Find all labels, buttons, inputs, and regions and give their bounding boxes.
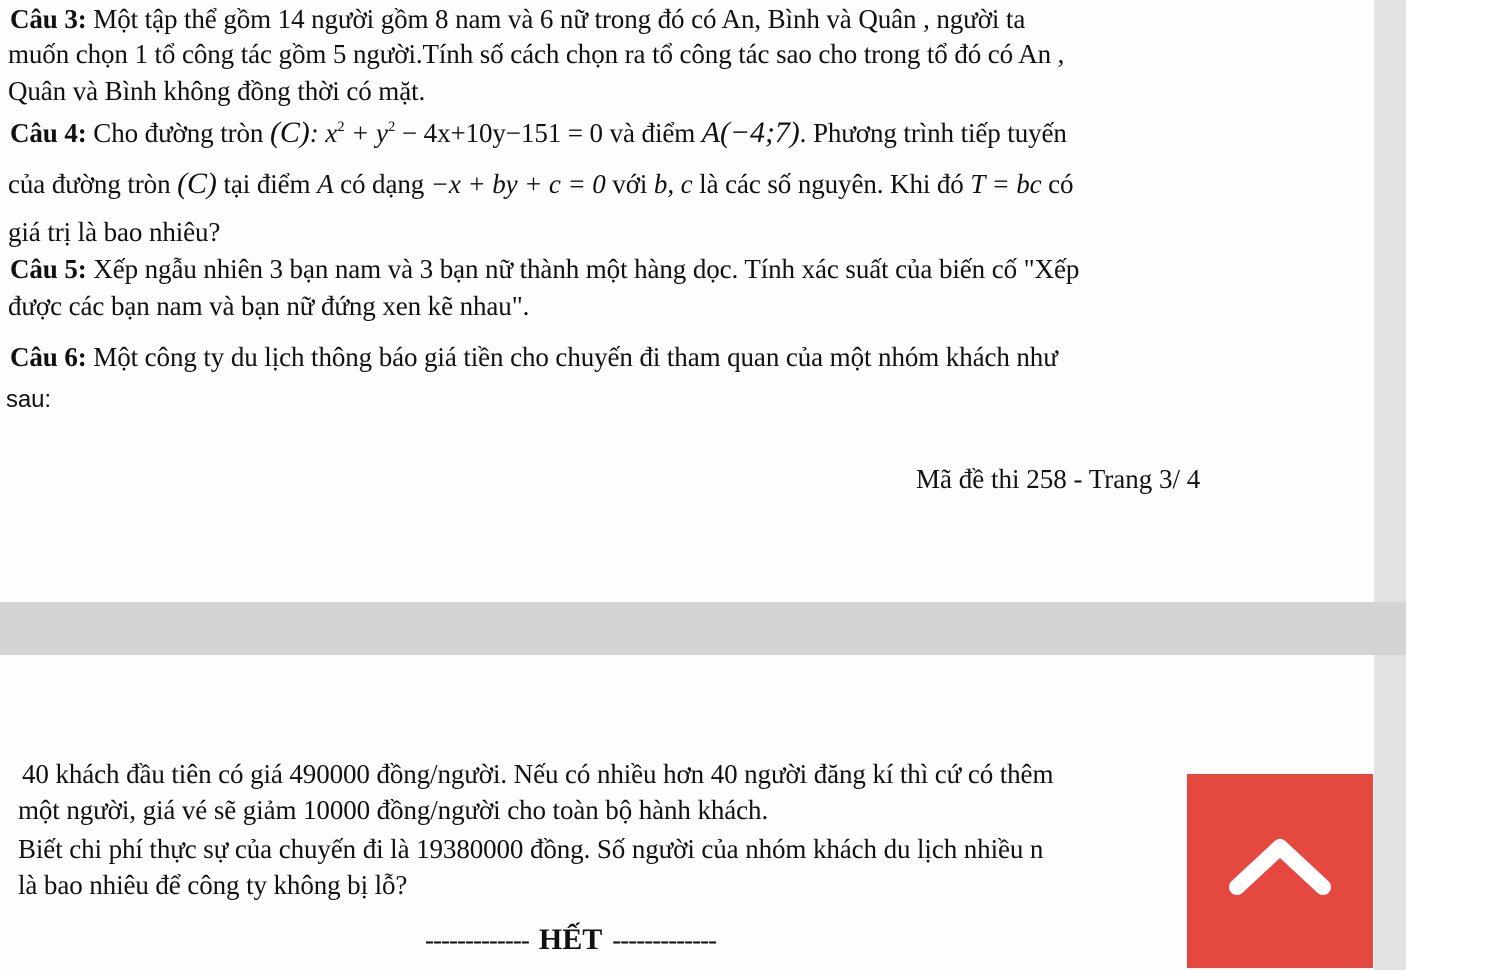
page-gap — [0, 602, 1406, 655]
question-6-line-2: sau: — [6, 386, 51, 413]
question-3-line-2: muốn chọn 1 tổ công tác gồm 5 người.Tính số cách chọn ra tổ công tác sao cho trong tổ đó có An , — [8, 39, 1065, 69]
question-3-line-3: Quân và Bình không đồng thời có mặt. — [8, 76, 426, 106]
exponent: 2 — [387, 119, 396, 135]
scroll-to-top-button[interactable] — [1187, 774, 1373, 968]
circle-name: (C) — [269, 116, 310, 149]
chevron-up-icon — [1227, 829, 1333, 919]
point-A: A(−4;7) — [701, 116, 800, 149]
question-4-line-3: giá trị là bao nhiêu? — [8, 217, 221, 247]
question-6-text-1: Một công ty du lịch thông báo giá tiền cho chuyến đi tham quan của một nhóm khách như — [86, 342, 1058, 372]
question-6-continued-4: là bao nhiêu để công ty không bị lỗ? — [18, 870, 408, 900]
T-equation: T = bc — [970, 169, 1042, 199]
question-4-text: là các số nguyên. Khi đó — [692, 169, 971, 199]
question-4-text: Cho đường tròn — [86, 118, 270, 148]
question-5-label: Câu 5: — [10, 254, 87, 284]
question-4-line-2 — [8, 166, 1073, 202]
question-4-text: có — [1041, 169, 1074, 199]
question-4-line-1 — [10, 115, 1067, 151]
question-5-text-1: Xếp ngẫu nhiên 3 bạn nam và 3 bạn nữ thành một hàng dọc. Tính xác suất của biến cố "Xếp — [86, 254, 1080, 284]
question-4-text: và điểm — [602, 118, 702, 148]
question-4-text: với — [605, 169, 654, 199]
question-6-continued-1: 40 khách đầu tiên có giá 490000 đồng/người. Nếu có nhiều hơn 40 người đăng kí thì cứ có thêm — [22, 759, 1054, 789]
question-4-text: tại điểm — [216, 169, 318, 199]
question-6-line-1 — [10, 341, 1058, 373]
equation-part: : x — [309, 118, 338, 148]
end-label: HẾT — [538, 923, 603, 956]
question-6-label: Câu 6: — [10, 342, 87, 372]
question-5-line-2: được các bạn nam và bạn nữ đứng xen kẽ nhau". — [8, 291, 530, 321]
end-dashes-right: ------------- — [612, 925, 717, 955]
tangent-equation: −x + by + c = 0 — [430, 169, 606, 199]
question-4-text: của đường tròn — [8, 169, 178, 199]
question-4-label: Câu 4: — [10, 118, 87, 148]
end-marker — [425, 924, 716, 956]
equation-part: − 4x+10y−151 = 0 — [395, 118, 603, 148]
question-3-label: Câu 3: — [10, 4, 87, 34]
point-label: A — [317, 169, 334, 199]
question-6-continued-2: một người, giá vé sẽ giảm 10000 đồng/người cho toàn bộ hành khách. — [18, 795, 769, 825]
question-6-continued-3: Biết chi phí thực sự của chuyến đi là 19380000 đồng. Số người của nhóm khách du lịch nhiều n — [18, 834, 1044, 864]
circle-name: (C) — [177, 167, 217, 200]
exam-code-footer: Mã đề thi 258 - Trang 3/ 4 — [916, 464, 1201, 494]
end-dashes-left: ------------- — [425, 925, 529, 955]
right-margin — [1374, 0, 1406, 970]
equation-part: + y — [344, 118, 388, 148]
question-4-text: . Phương trình tiếp tuyến — [799, 118, 1067, 148]
variables: b, c — [653, 169, 693, 199]
question-3-line-1 — [10, 3, 1025, 35]
question-4-text: có dạng — [333, 169, 431, 199]
right-background — [1406, 0, 1492, 970]
question-3-text-1: Một tập thể gồm 14 người gồm 8 nam và 6 nữ trong đó có An, Bình và Quân , người ta — [86, 4, 1026, 34]
exam-page-4 — [0, 655, 1374, 970]
question-5-line-1 — [10, 253, 1079, 285]
exponent: 2 — [337, 119, 345, 135]
